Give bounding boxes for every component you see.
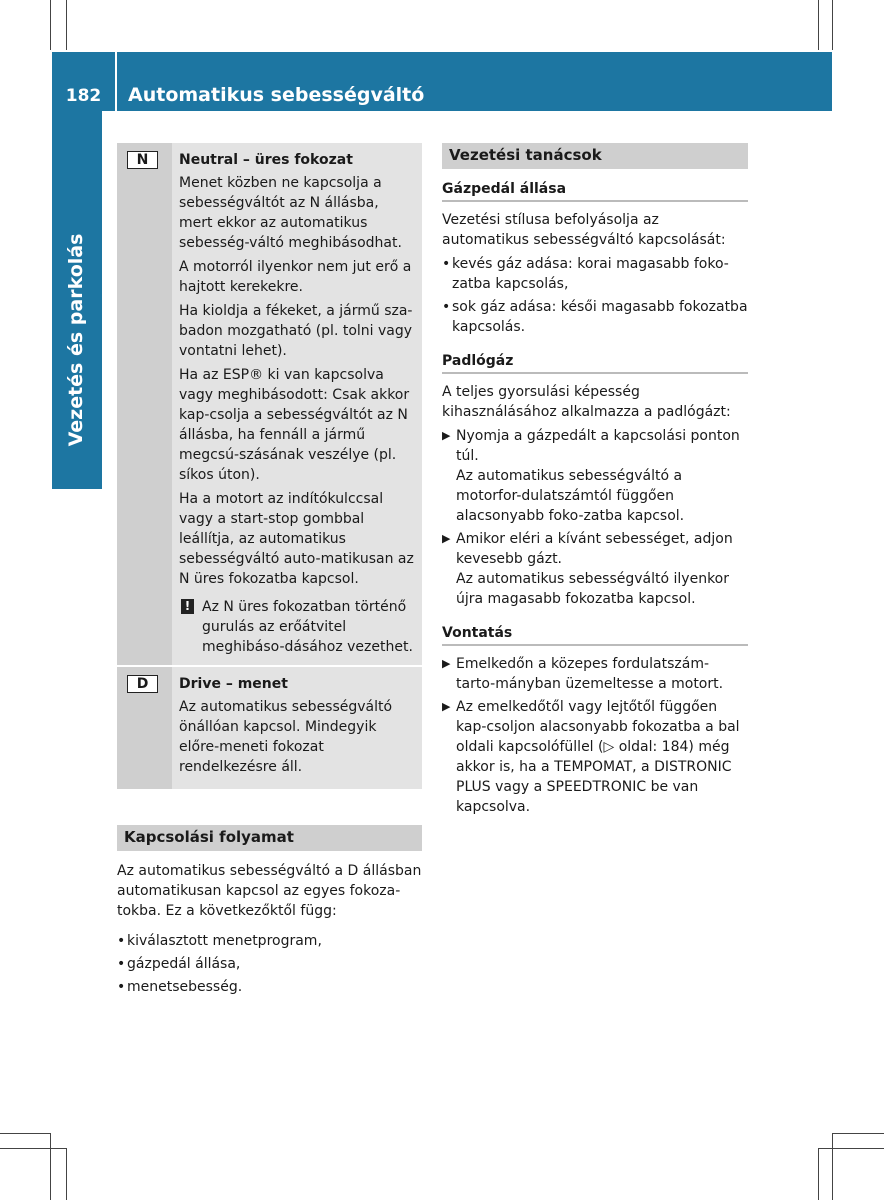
subsection-heading: Vontatás <box>442 625 748 646</box>
crop-mark <box>50 1133 51 1200</box>
warning-text: Az N üres fokozatban történő gurulás az erőátvitel meghibáso-dásához vezethet. <box>202 599 413 655</box>
page-number: 182 <box>65 86 102 106</box>
crop-mark <box>818 1148 884 1149</box>
section-heading: Kapcsolási folyamat <box>117 825 422 851</box>
gear-key-n: N <box>127 151 158 169</box>
crop-mark <box>818 1148 819 1200</box>
list-item: • kevés gáz adása: korai magasabb foko-zatba kapcsolás, <box>442 256 729 292</box>
list-item: • menetsebesség. <box>117 979 243 995</box>
arrow-right-icon: ▶ <box>442 532 451 545</box>
list-item: • gázpedál állása, <box>117 956 241 972</box>
list-item: • sok gáz adása: késői magasabb fokozatba kapcsolás. <box>442 299 748 335</box>
subsection-heading: Gázpedál állása <box>442 181 748 202</box>
instruction-step: ▶ Amikor eléri a kívánt sebességet, adjon kevesebb gázt. Az automatikus sebességváltó ilyenkor újra magasabb fokozatba kapcsol. <box>442 531 733 607</box>
paragraph: Menet közben ne kapcsolja a sebességváltót az N állásba, mert ekkor az automatikus sebesség-váltó meghibásodhat. <box>179 175 402 251</box>
paragraph: Ha a motort az indítókulccsal vagy a start-stop gombbal leállítja, az automatikus sebességváltó auto-matikusan az N üres fokozatba kapcsol. <box>179 491 414 587</box>
crop-mark <box>818 0 819 50</box>
section-heading: Vezetési tanácsok <box>442 143 748 169</box>
warning-icon: ! <box>181 599 194 614</box>
crop-mark <box>832 0 833 50</box>
paragraph: Ha az ESP® ki van kapcsolva vagy meghibásodott: Csak akkor kap-csolja a sebességváltót az N állásba, ha fennáll a jármű megcsú-szásának veszélye (pl. síkos úton). <box>179 367 410 483</box>
paragraph: Ha kioldja a fékeket, a jármű sza-badon mozgatható (pl. tolni vagy vontatni lehet). <box>179 303 413 359</box>
chapter-label: Vezetés és parkolás <box>65 233 87 447</box>
instruction-step: ▶ Az emelkedőtől vagy lejtőtől függően kap-csoljon alacsonyabb fokozatba a bal oldali kapcsolófüllel (▷ oldal: 184) még akkor is, ha a TEMPOMAT, a DISTRONIC PLUS vagy a SPEEDTRONIC be van kapcsolva. <box>442 699 740 815</box>
crop-mark <box>66 0 67 50</box>
list-item: • kiválasztott menetprogram, <box>117 933 322 949</box>
arrow-right-icon: ▶ <box>442 700 451 713</box>
crop-mark <box>50 0 51 50</box>
warning-note <box>179 597 416 657</box>
instruction-step: ▶ Nyomja a gázpedált a kapcsolási ponton túl. Az automatikus sebességváltó a motorfor-dulatszámtól függően alacsonyabb foko-zatba kapcsol. <box>442 428 740 524</box>
crop-mark <box>0 1133 50 1134</box>
right-column <box>442 143 748 820</box>
paragraph: Vezetési stílusa befolyásolja az automatikus sebességváltó kapcsolását: <box>442 212 726 248</box>
crop-mark <box>832 1133 884 1134</box>
paragraph: Az automatikus sebességváltó önállóan kapcsol. Mindegyik előre-meneti fokozat rendelkezésre áll. <box>179 699 393 775</box>
instruction-step: ▶ Emelkedőn a közepes fordulatszám-tarto-mányban üzemeltesse a motort. <box>442 656 724 692</box>
paragraph: A teljes gyorsulási képesség kihasználásához alkalmazza a padlógázt: <box>442 384 731 420</box>
arrow-right-icon: ▶ <box>442 657 451 670</box>
paragraph: A motorról ilyenkor nem jut erő a hajtott kerekekre. <box>179 259 412 295</box>
subsection-heading: Padlógáz <box>442 353 748 374</box>
page-title: Automatikus sebességváltó <box>128 84 425 106</box>
crop-mark <box>0 1148 66 1149</box>
left-column <box>117 143 422 1000</box>
paragraph: Az automatikus sebességváltó a D állásban automatikusan kapcsol az egyes fokoza-tokba. Ez a következőktől függ: <box>117 863 422 919</box>
header-divider <box>115 52 117 111</box>
gear-title: Drive – menet <box>179 676 288 692</box>
crop-mark <box>66 1148 67 1200</box>
gear-row-neutral <box>117 143 422 665</box>
gear-row-drive <box>117 667 422 789</box>
gear-key-d: D <box>127 675 158 693</box>
gear-title: Neutral – üres fokozat <box>179 152 353 168</box>
arrow-right-icon: ▶ <box>442 429 451 442</box>
crop-mark <box>832 1133 833 1200</box>
